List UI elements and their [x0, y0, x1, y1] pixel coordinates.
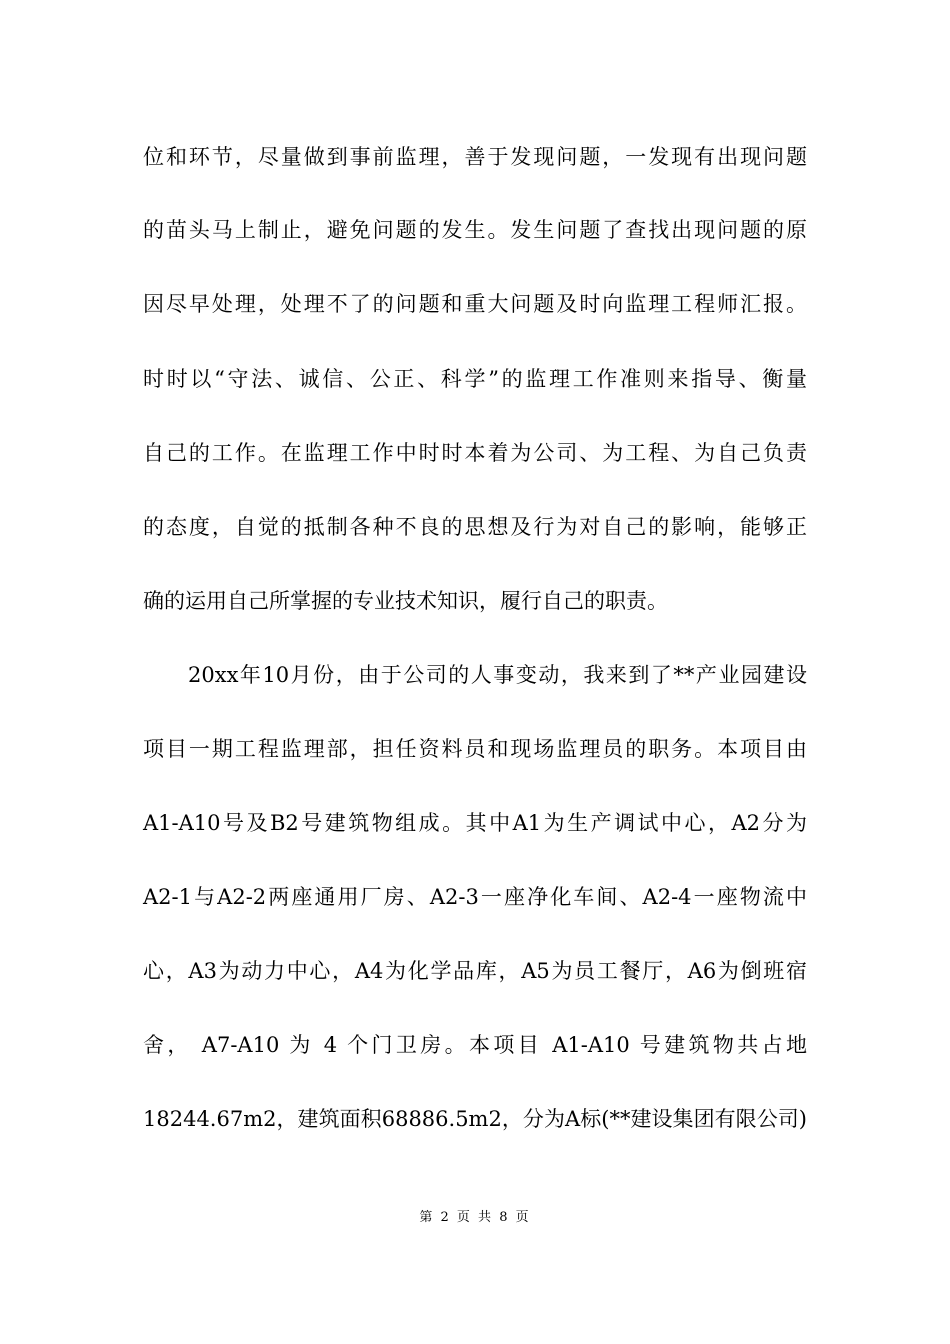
- text-line: A2-1与A2-2两座通用厂房、A2-3一座净化车间、A2-4一座物流中: [143, 885, 807, 909]
- text-line: 确的运用自己所掌握的专业技术知识，履行自己的职责。: [143, 589, 668, 613]
- text-line: 舍， A7-A10 为 4 个门卫房。本项目 A1-A10 号建筑物共占地: [143, 1033, 807, 1057]
- text-line: 时时以“守法、诚信、公正、科学”的监理工作准则来指导、衡量: [143, 367, 807, 391]
- text-line: 因尽早处理，处理不了的问题和重大问题及时向监理工程师汇报。: [143, 292, 807, 316]
- text-line: 的苗头马上制止，避免问题的发生。发生问题了查找出现问题的原: [143, 218, 807, 242]
- text-line: 自己的工作。在监理工作中时时本着为公司、为工程、为自己负责: [143, 441, 807, 465]
- text-line: 的态度，自觉的抵制各种不良的思想及行为对自己的影响，能够正: [143, 515, 807, 539]
- paragraph-first-line: 20xx年10月份，由于公司的人事变动，我来到了**产业园建设: [188, 663, 807, 687]
- text-line: 位和环节，尽量做到事前监理，善于发现问题，一发现有出现问题: [143, 145, 807, 169]
- page-number-footer: 第 2 页 共 8 页: [419, 1210, 531, 1225]
- text-line: 心，A3为动力中心，A4为化学品库，A5为员工餐厅，A6为倒班宿: [143, 959, 807, 983]
- text-line: 18244.67m2，建筑面积68886.5m2，分为A标(**建设集团有限公司): [143, 1107, 807, 1131]
- text-line: 项目一期工程监理部，担任资料员和现场监理员的职务。本项目由: [143, 737, 807, 761]
- text-line: A1-A10号及B2号建筑物组成。其中A1为生产调试中心，A2分为: [143, 811, 807, 835]
